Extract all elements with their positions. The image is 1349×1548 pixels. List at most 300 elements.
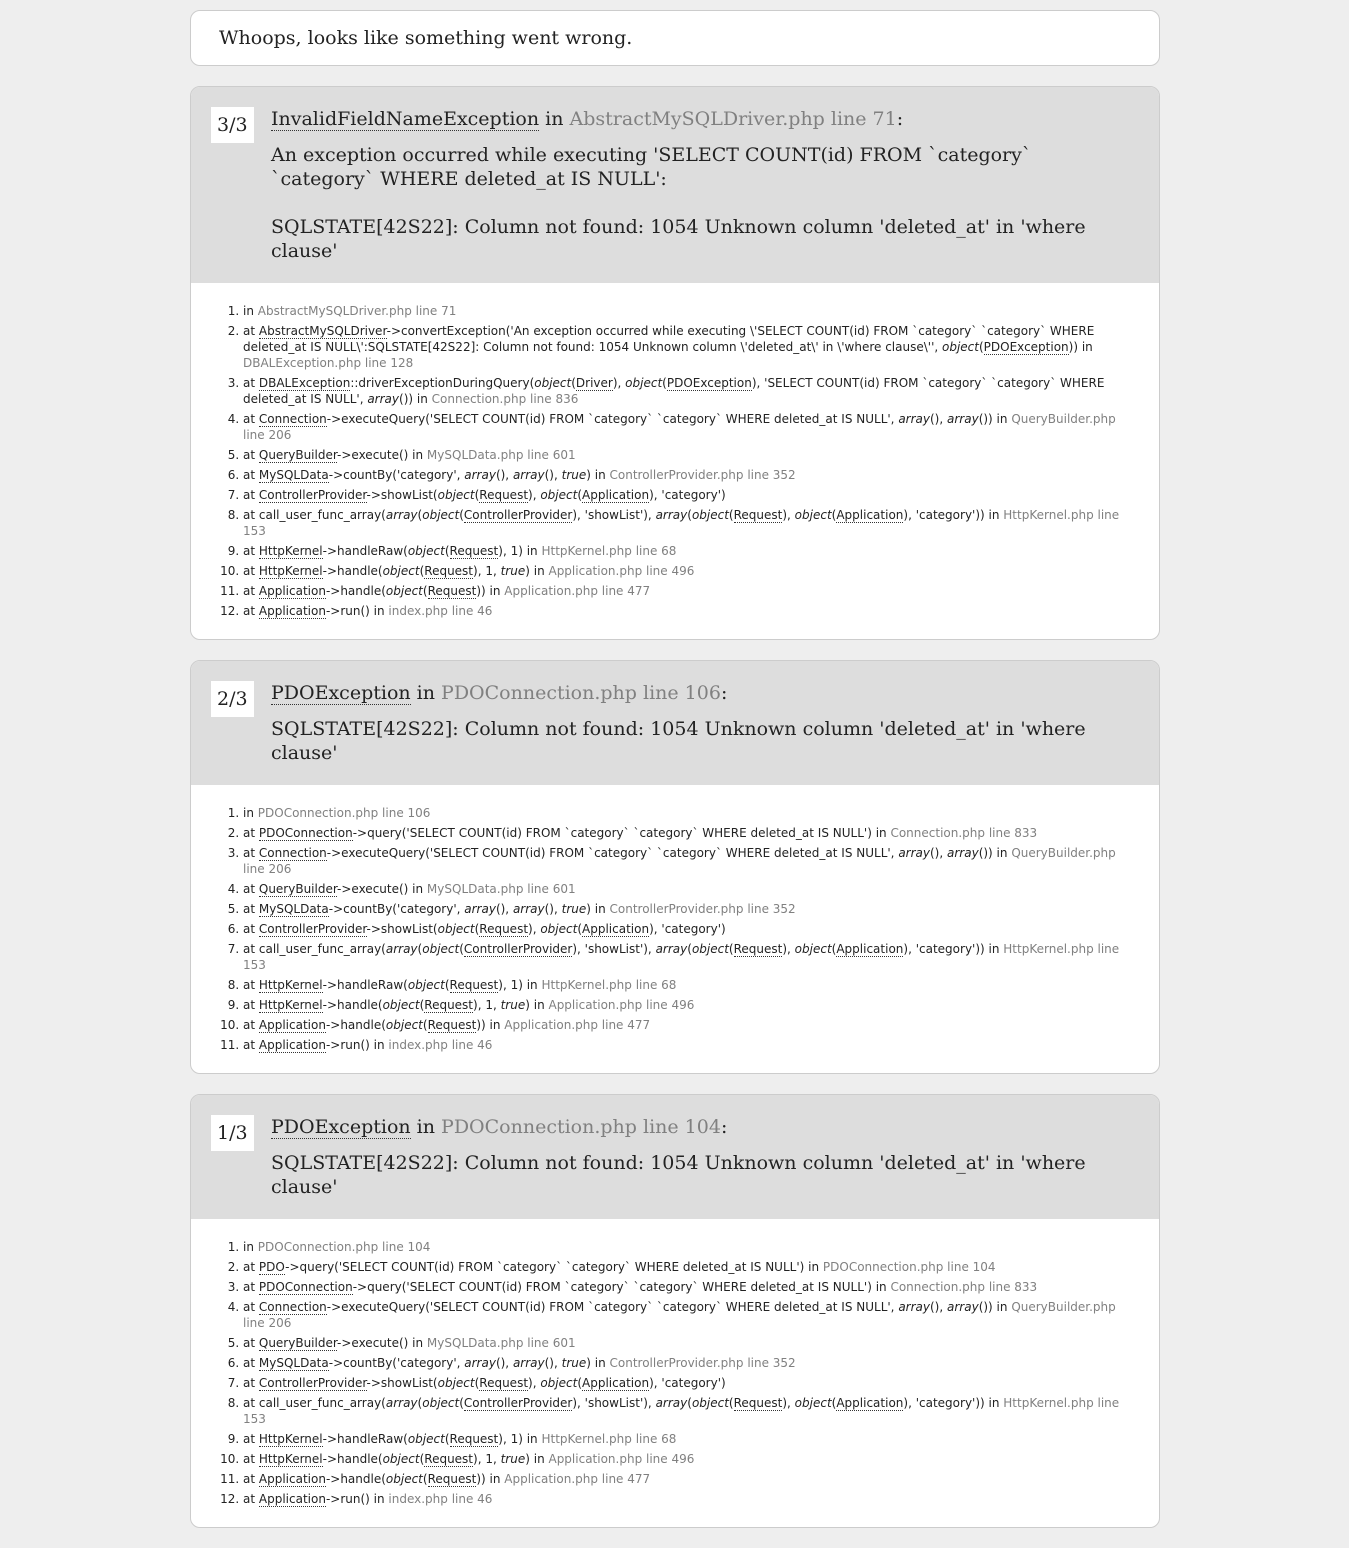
trace-text: at: [243, 468, 259, 482]
trace-text: at: [243, 826, 259, 840]
trace-line: [243, 411, 1129, 443]
trace-text: at: [243, 1018, 259, 1032]
trace-text: ->showList(: [366, 1376, 438, 1390]
trace-line: [243, 507, 1129, 539]
trace-text: (: [831, 942, 837, 956]
trace-text: ) in: [586, 1356, 610, 1370]
trace-text: (: [474, 1376, 480, 1390]
trace-text: ), 1,: [473, 998, 501, 1012]
trace-text: ), 1,: [473, 1452, 501, 1466]
trace-text: ()) in: [978, 846, 1012, 860]
trace-text: ->handleRaw(: [322, 1432, 408, 1446]
trace-text: (: [422, 1472, 428, 1486]
trace-type: array: [464, 902, 496, 916]
trace-file-location: Application.php line 496: [548, 564, 695, 578]
trace-text: in: [243, 304, 258, 318]
trace-text: (: [577, 922, 583, 936]
exception-counter: 2/3: [211, 681, 254, 717]
trace-type: object: [422, 942, 460, 956]
trace-file-location: HttpKernel.php line 153: [243, 942, 1120, 972]
trace-text: ) in: [586, 902, 610, 916]
trace-text: (),: [544, 1356, 562, 1370]
trace-text: ),: [782, 942, 795, 956]
trace-file-location: DBALException.php line 128: [243, 356, 414, 370]
trace-type: object: [407, 544, 445, 558]
trace-text: (: [444, 1432, 450, 1446]
trace-text: ) in: [525, 564, 549, 578]
trace-text: (),: [544, 468, 562, 482]
trace-text: (: [728, 508, 734, 522]
trace-text: at: [243, 1336, 259, 1350]
trace-type: object: [382, 564, 420, 578]
trace-type: array: [464, 468, 496, 482]
trace-class-name: Connection: [258, 846, 327, 860]
trace-text: at: [243, 1356, 259, 1370]
trace-text: ->handle(: [325, 1472, 386, 1486]
trace-text: ->handle(: [325, 1018, 386, 1032]
trace-type: object: [437, 922, 475, 936]
trace-text: ), 'category')) in: [903, 1396, 1004, 1410]
trace-type: object: [540, 1376, 578, 1390]
trace-text: (: [687, 508, 692, 522]
trace-text: at: [243, 376, 259, 390]
trace-type: object: [625, 376, 663, 390]
trace-text: at: [243, 1492, 259, 1506]
trace-text: ->execute() in: [337, 1336, 427, 1350]
trace-text: ->query('SELECT COUNT(id) FROM `category` `category` WHERE deleted_at IS NULL') in: [285, 1260, 823, 1274]
trace-text: (: [459, 1396, 464, 1410]
trace-class-name: ControllerProvider: [258, 1376, 367, 1390]
trace-text: ), 'showList'),: [572, 1396, 656, 1410]
exception-message: SQLSTATE[42S22]: Column not found: 1054 Unknown column 'deleted_at' in 'where clause': [271, 718, 1092, 764]
trace-text: (),: [544, 902, 562, 916]
trace-text: ->countBy('category',: [328, 468, 465, 482]
trace-type: object: [534, 376, 572, 390]
trace-class-name: Request: [449, 1432, 499, 1446]
trace-text: at: [243, 1452, 259, 1466]
trace-file-location: index.php line 46: [388, 1492, 493, 1506]
trace-class-name: Application: [582, 1376, 650, 1390]
trace-class-name: HttpKernel: [258, 998, 323, 1012]
trace-file-location: index.php line 46: [388, 1038, 493, 1052]
trace-type: object: [691, 942, 729, 956]
trace-type: true: [500, 564, 526, 578]
trace-file-location: Application.php line 477: [504, 1472, 651, 1486]
trace-type: object: [437, 1376, 475, 1390]
trace-line: [243, 1451, 1129, 1467]
trace-type: array: [947, 1300, 979, 1314]
trace-text: ->executeQuery('SELECT COUNT(id) FROM `category` `category` WHERE deleted_at IS NULL',: [326, 412, 899, 426]
trace-text: at: [243, 544, 259, 558]
trace-file-location: PDOConnection.php line 106: [257, 806, 431, 820]
trace-line: [243, 1431, 1129, 1447]
trace-line: [243, 563, 1129, 579]
trace-text: ->executeQuery('SELECT COUNT(id) FROM `category` `category` WHERE deleted_at IS NULL',: [326, 846, 899, 860]
trace-text: ) in: [525, 1452, 549, 1466]
exception-class: InvalidFieldNameException: [271, 108, 540, 130]
trace-text: ->run() in: [325, 604, 389, 618]
trace-file-location: PDOConnection.php line 104: [822, 1260, 996, 1274]
trace-class-name: PDOException: [666, 376, 752, 390]
trace-class-name: Application: [258, 604, 326, 618]
trace-text: (: [577, 488, 583, 502]
trace-class-name: Connection: [258, 1300, 327, 1314]
trace-class-name: Application: [836, 942, 904, 956]
trace-text: ), 'category'): [649, 488, 726, 502]
trace-text: at: [243, 1472, 259, 1486]
trace-line: [243, 881, 1129, 897]
trace-text: (: [419, 1452, 425, 1466]
trace-text: ()) in: [978, 412, 1012, 426]
trace-class-name: PDOConnection: [258, 1280, 353, 1294]
trace-text: ->execute() in: [337, 882, 427, 896]
trace-line: [243, 303, 1129, 319]
trace-class-name: Request: [424, 1452, 474, 1466]
trace-line: [243, 1375, 1129, 1391]
trace-text: (),: [930, 1300, 947, 1314]
trace-text: at: [243, 1300, 259, 1314]
exception-location: PDOConnection.php line 106: [441, 682, 721, 704]
trace-class-name: Request: [427, 584, 477, 598]
trace-text: (),: [930, 412, 947, 426]
trace-type: array: [898, 1300, 930, 1314]
trace-text: ->executeQuery('SELECT COUNT(id) FROM `category` `category` WHERE deleted_at IS NULL',: [326, 1300, 899, 1314]
trace-class-name: QueryBuilder: [258, 1336, 338, 1350]
trace-type: object: [691, 1396, 729, 1410]
trace-file-location: HttpKernel.php line 68: [541, 1432, 677, 1446]
trace-line: [243, 467, 1129, 483]
exception-counter: 1/3: [211, 1115, 254, 1151]
trace-file-location: ControllerProvider.php line 352: [609, 1356, 796, 1370]
exception-header: [191, 1095, 1159, 1219]
trace-class-name: PDOConnection: [258, 826, 353, 840]
trace-class-name: Request: [479, 488, 529, 502]
trace-text: at call_user_func_array(: [243, 942, 386, 956]
trace-class-name: HttpKernel: [258, 544, 323, 558]
trace-class-name: MySQLData: [258, 1356, 329, 1370]
stack-trace: [191, 283, 1159, 639]
exception-title: PDOException in PDOConnection.php line 106:: [271, 682, 728, 704]
trace-text: ->showList(: [366, 922, 438, 936]
exception-heading: [271, 1113, 1139, 1199]
trace-line: [243, 1239, 1129, 1255]
trace-type: object: [407, 1432, 445, 1446]
trace-text: (: [571, 376, 576, 390]
trace-line: [243, 1259, 1129, 1275]
trace-text: (: [459, 508, 464, 522]
trace-class-name: HttpKernel: [258, 978, 323, 992]
trace-class-name: Connection: [258, 412, 327, 426]
trace-line: [243, 1335, 1129, 1351]
trace-file-location: index.php line 46: [388, 604, 493, 618]
trace-class-name: Request: [733, 942, 783, 956]
trace-text: (: [459, 942, 464, 956]
trace-text: in: [243, 1240, 258, 1254]
trace-text: (: [687, 942, 692, 956]
exception-heading: [271, 105, 1139, 263]
trace-text: at: [243, 846, 259, 860]
trace-class-name: Application: [836, 1396, 904, 1410]
trace-line: [243, 1395, 1129, 1427]
trace-text: ->query('SELECT COUNT(id) FROM `category` `category` WHERE deleted_at IS NULL') in: [352, 1280, 891, 1294]
trace-text: ->handleRaw(: [322, 544, 408, 558]
trace-file-location: QueryBuilder.php line 206: [243, 1300, 1116, 1330]
trace-type: array: [512, 468, 545, 482]
trace-type: object: [794, 508, 832, 522]
exception-location: PDOConnection.php line 104: [441, 1116, 721, 1138]
trace-text: (: [422, 584, 428, 598]
trace-class-name: Request: [733, 1396, 783, 1410]
trace-type: object: [437, 488, 475, 502]
trace-text: ), 'category')) in: [903, 508, 1004, 522]
trace-type: array: [947, 412, 979, 426]
trace-line: [243, 1471, 1129, 1487]
trace-text: ) in: [586, 468, 610, 482]
trace-text: ),: [528, 488, 541, 502]
trace-type: array: [367, 392, 400, 406]
exception-location: AbstractMySQLDriver.php line 71: [569, 108, 897, 130]
trace-text: (),: [495, 468, 513, 482]
trace-text: ->query('SELECT COUNT(id) FROM `category` `category` WHERE deleted_at IS NULL') in: [352, 826, 891, 840]
trace-text: (: [978, 340, 984, 354]
trace-text: at: [243, 1376, 259, 1390]
trace-text: ->handle(: [322, 564, 383, 578]
trace-type: true: [561, 468, 587, 482]
trace-text: ), 1) in: [498, 978, 542, 992]
trace-file-location: AbstractMySQLDriver.php line 71: [257, 304, 457, 318]
trace-text: ->handle(: [322, 998, 383, 1012]
trace-file-location: ControllerProvider.php line 352: [609, 902, 796, 916]
trace-file-location: MySQLData.php line 601: [426, 1336, 576, 1350]
exception-header: [191, 661, 1159, 785]
trace-line: [243, 323, 1129, 371]
exception-block: [190, 1094, 1160, 1528]
trace-text: (: [831, 1396, 837, 1410]
trace-line: [243, 543, 1129, 559]
trace-text: (: [728, 942, 734, 956]
trace-class-name: PDO: [258, 1260, 286, 1274]
trace-type: array: [512, 1356, 545, 1370]
trace-text: (: [444, 978, 450, 992]
trace-class-name: HttpKernel: [258, 1452, 323, 1466]
trace-type: object: [382, 1452, 420, 1466]
trace-type: array: [464, 1356, 496, 1370]
trace-class-name: MySQLData: [258, 902, 329, 916]
trace-text: ) in: [525, 998, 549, 1012]
trace-class-name: DBALException: [258, 376, 351, 390]
trace-class-name: Request: [427, 1018, 477, 1032]
exception-title: PDOException in PDOConnection.php line 104:: [271, 1116, 728, 1138]
trace-text: ), 1) in: [498, 544, 542, 558]
trace-line: [243, 1355, 1129, 1371]
trace-text: (: [419, 564, 425, 578]
trace-class-name: PDOException: [983, 340, 1069, 354]
trace-text: (),: [495, 1356, 513, 1370]
trace-text: (: [417, 508, 423, 522]
trace-type: array: [655, 508, 688, 522]
stack-trace: [191, 785, 1159, 1073]
trace-text: ()) in: [978, 1300, 1012, 1314]
trace-line: [243, 921, 1129, 937]
trace-file-location: Connection.php line 836: [431, 392, 579, 406]
exception-heading: [271, 679, 1139, 765]
trace-text: (: [831, 508, 837, 522]
trace-type: array: [898, 846, 930, 860]
trace-class-name: Application: [258, 584, 326, 598]
trace-text: at: [243, 1432, 259, 1446]
trace-class-name: HttpKernel: [258, 564, 323, 578]
trace-file-location: Application.php line 496: [548, 998, 695, 1012]
trace-line: [243, 487, 1129, 503]
trace-text: ), 1,: [473, 564, 501, 578]
trace-text: at: [243, 1260, 259, 1274]
trace-text: at: [243, 412, 259, 426]
trace-class-name: ControllerProvider: [463, 508, 573, 522]
trace-text: )) in: [476, 1472, 505, 1486]
trace-class-name: QueryBuilder: [258, 882, 338, 896]
trace-file-location: MySQLData.php line 601: [426, 448, 576, 462]
trace-text: (: [474, 488, 480, 502]
trace-line: [243, 375, 1129, 407]
trace-line: [243, 941, 1129, 973]
trace-text: at: [243, 488, 259, 502]
trace-file-location: HttpKernel.php line 153: [243, 1396, 1120, 1426]
trace-class-name: MySQLData: [258, 468, 329, 482]
trace-line: [243, 901, 1129, 917]
trace-text: (: [474, 922, 480, 936]
trace-line: [243, 1037, 1129, 1053]
trace-text: ->convertException('An exception occurred while executing \'SELECT COUNT(id) FROM `category` `category` WHERE deleted_at IS NULL\':SQLSTATE[42S22]: Column not found: 1054 Unknown column \'deleted_at\' in \'where clause\'',: [243, 324, 1095, 354]
trace-text: at: [243, 604, 259, 618]
trace-text: at: [243, 1280, 259, 1294]
trace-text: (),: [930, 846, 947, 860]
trace-text: at: [243, 998, 259, 1012]
trace-class-name: Application: [258, 1018, 326, 1032]
trace-text: (: [577, 1376, 583, 1390]
trace-type: object: [540, 922, 578, 936]
trace-text: (),: [495, 902, 513, 916]
trace-text: at: [243, 882, 259, 896]
trace-text: ->run() in: [325, 1492, 389, 1506]
trace-type: object: [382, 998, 420, 1012]
exception-header: [191, 87, 1159, 283]
trace-class-name: ControllerProvider: [463, 1396, 573, 1410]
trace-type: object: [540, 488, 578, 502]
trace-type: array: [385, 508, 418, 522]
trace-line: [243, 977, 1129, 993]
trace-text: at call_user_func_array(: [243, 1396, 386, 1410]
trace-file-location: QueryBuilder.php line 206: [243, 412, 1116, 442]
trace-text: ), 1) in: [498, 1432, 542, 1446]
trace-text: (: [417, 942, 423, 956]
trace-class-name: Application: [258, 1492, 326, 1506]
trace-text: in: [243, 806, 258, 820]
exception-class: PDOException: [271, 682, 411, 704]
trace-file-location: ControllerProvider.php line 352: [609, 468, 796, 482]
trace-text: ),: [782, 1396, 795, 1410]
trace-type: array: [655, 1396, 688, 1410]
trace-class-name: Request: [479, 1376, 529, 1390]
trace-type: object: [407, 978, 445, 992]
trace-line: [243, 1299, 1129, 1331]
trace-text: ::driverExceptionDuringQuery(: [350, 376, 535, 390]
trace-text: ),: [528, 1376, 541, 1390]
trace-class-name: Request: [449, 978, 499, 992]
trace-class-name: HttpKernel: [258, 1432, 323, 1446]
trace-type: object: [385, 584, 423, 598]
trace-file-location: Connection.php line 833: [890, 1280, 1038, 1294]
trace-text: at: [243, 902, 259, 916]
trace-type: array: [385, 942, 418, 956]
trace-line: [243, 997, 1129, 1013]
trace-text: ->run() in: [325, 1038, 389, 1052]
trace-file-location: Application.php line 477: [504, 1018, 651, 1032]
trace-text: (: [687, 1396, 692, 1410]
trace-text: ), 'SELECT COUNT(id) FROM `category` `category` WHERE deleted_at IS NULL',: [243, 376, 1105, 406]
trace-text: (: [444, 544, 450, 558]
trace-class-name: ControllerProvider: [258, 488, 367, 502]
trace-text: (: [422, 1018, 428, 1032]
trace-type: array: [512, 902, 545, 916]
trace-text: at: [243, 448, 259, 462]
trace-class-name: ControllerProvider: [258, 922, 367, 936]
trace-type: object: [385, 1472, 423, 1486]
trace-text: ->countBy('category',: [328, 902, 465, 916]
trace-text: at: [243, 584, 259, 598]
exception-block: [190, 660, 1160, 1074]
trace-line: [243, 1017, 1129, 1033]
trace-text: at: [243, 978, 259, 992]
trace-class-name: Application: [582, 488, 650, 502]
trace-line: [243, 1491, 1129, 1507]
exception-list: [190, 86, 1160, 1528]
trace-file-location: Application.php line 496: [548, 1452, 695, 1466]
trace-text: at: [243, 564, 259, 578]
exception-block: [190, 86, 1160, 640]
trace-class-name: Request: [449, 544, 499, 558]
exception-message: An exception occurred while executing 'SELECT COUNT(id) FROM `category` `category` WHERE deleted_at IS NULL': SQLSTATE[42S22]: Column not found: 1054 Unknown column 'deleted_at' in 'where clause': [271, 144, 1086, 262]
trace-class-name: Driver: [575, 376, 613, 390]
trace-type: true: [561, 1356, 587, 1370]
trace-file-location: QueryBuilder.php line 206: [243, 846, 1116, 876]
trace-class-name: Request: [424, 564, 474, 578]
trace-text: ),: [782, 508, 795, 522]
trace-type: object: [794, 942, 832, 956]
trace-type: true: [561, 902, 587, 916]
trace-text: ),: [612, 376, 626, 390]
trace-file-location: MySQLData.php line 601: [426, 882, 576, 896]
trace-text: ->showList(: [366, 488, 438, 502]
trace-class-name: Application: [258, 1038, 326, 1052]
stack-trace: [191, 1219, 1159, 1527]
trace-type: array: [385, 1396, 418, 1410]
trace-line: [243, 583, 1129, 599]
exception-class: PDOException: [271, 1116, 411, 1138]
trace-text: at call_user_func_array(: [243, 508, 386, 522]
trace-text: ->execute() in: [337, 448, 427, 462]
trace-class-name: Request: [424, 998, 474, 1012]
trace-file-location: HttpKernel.php line 68: [541, 978, 677, 992]
trace-text: ), 'category'): [649, 922, 726, 936]
trace-class-name: Application: [258, 1472, 326, 1486]
trace-text: ), 'category')) in: [903, 942, 1004, 956]
exception-title: InvalidFieldNameException in AbstractMySQLDriver.php line 71:: [271, 108, 904, 130]
trace-file-location: Application.php line 477: [504, 584, 651, 598]
trace-text: (: [728, 1396, 734, 1410]
exception-counter: 3/3: [211, 107, 254, 143]
trace-type: object: [422, 508, 460, 522]
trace-type: true: [500, 998, 526, 1012]
